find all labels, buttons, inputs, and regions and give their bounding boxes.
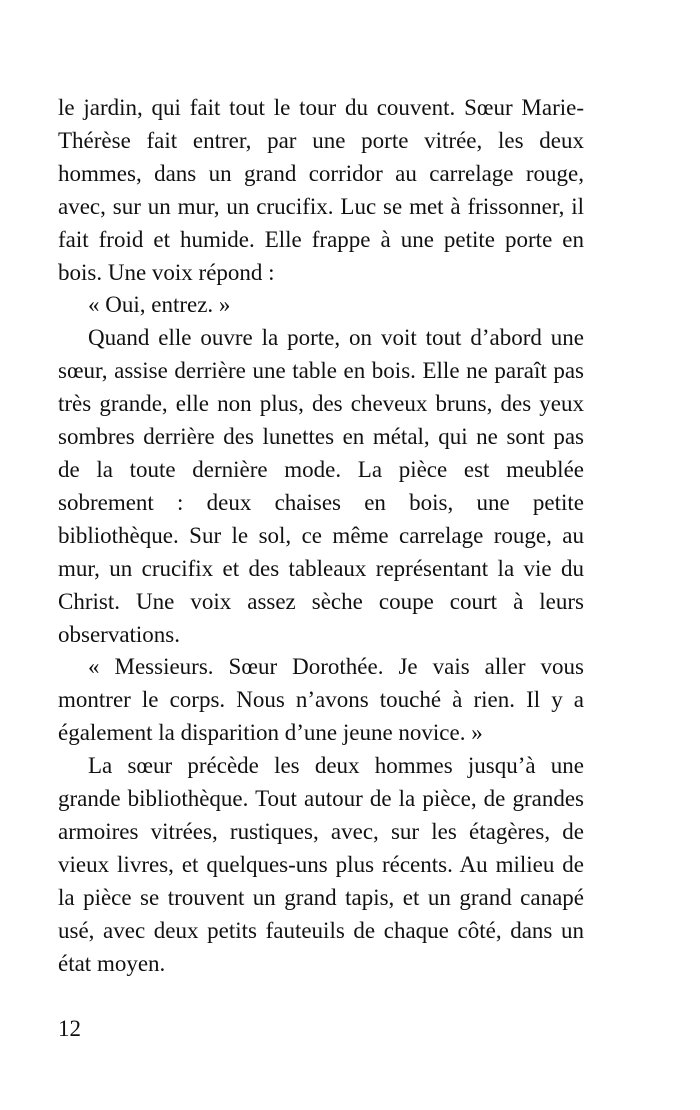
paragraph-narration-1: Quand elle ouvre la porte, on voit tout d’abord une sœur, assise derrière une table en bois. Elle ne paraît pas très grande, elle non plus, des cheveux bruns, des yeux sombres derrière des lunettes en métal, qui ne sont pas de la toute dernière mode. La pièce est meublée sobrement : deux chaises en bois, une petite bibliothèque. Sur le sol, ce même carrelage rouge, au mur, un crucifix et des tableaux représentant la vie du Christ. Une voix assez sèche coupe court à leurs observations. (58, 325, 584, 647)
page-number: 12 (58, 1016, 81, 1041)
paragraph-dialogue-2: « Messieurs. Sœur Dorothée. Je vais aller vous montrer le corps. Nous n’avons touché à rien. Il y a également la disparition d’une jeune novice. » (58, 654, 584, 746)
body-text (58, 92, 584, 980)
paragraph-continuation: le jardin, qui fait tout le tour du couvent. Sœur Marie-Thérèse fait entrer, par une porte vitrée, les deux hommes, dans un grand corridor au carrelage rouge, avec, sur un mur, un crucifix. Luc se met à frissonner, il fait froid et humide. Elle frappe à une petite porte en bois. Une voix répond : (58, 95, 584, 285)
paragraph-narration-2: La sœur précède les deux hommes jusqu’à une grande bibliothèque. Tout autour de la pièce, de grandes armoires vitrées, rustiques, avec, sur les étagères, de vieux livres, et quelques-uns plus récents. Au milieu de la pièce se trouvent un grand tapis, et un grand canapé usé, avec deux petits fauteuils de chaque côté, dans un état moyen. (58, 753, 584, 976)
paragraph-dialogue-1: « Oui, entrez. » (88, 292, 231, 318)
